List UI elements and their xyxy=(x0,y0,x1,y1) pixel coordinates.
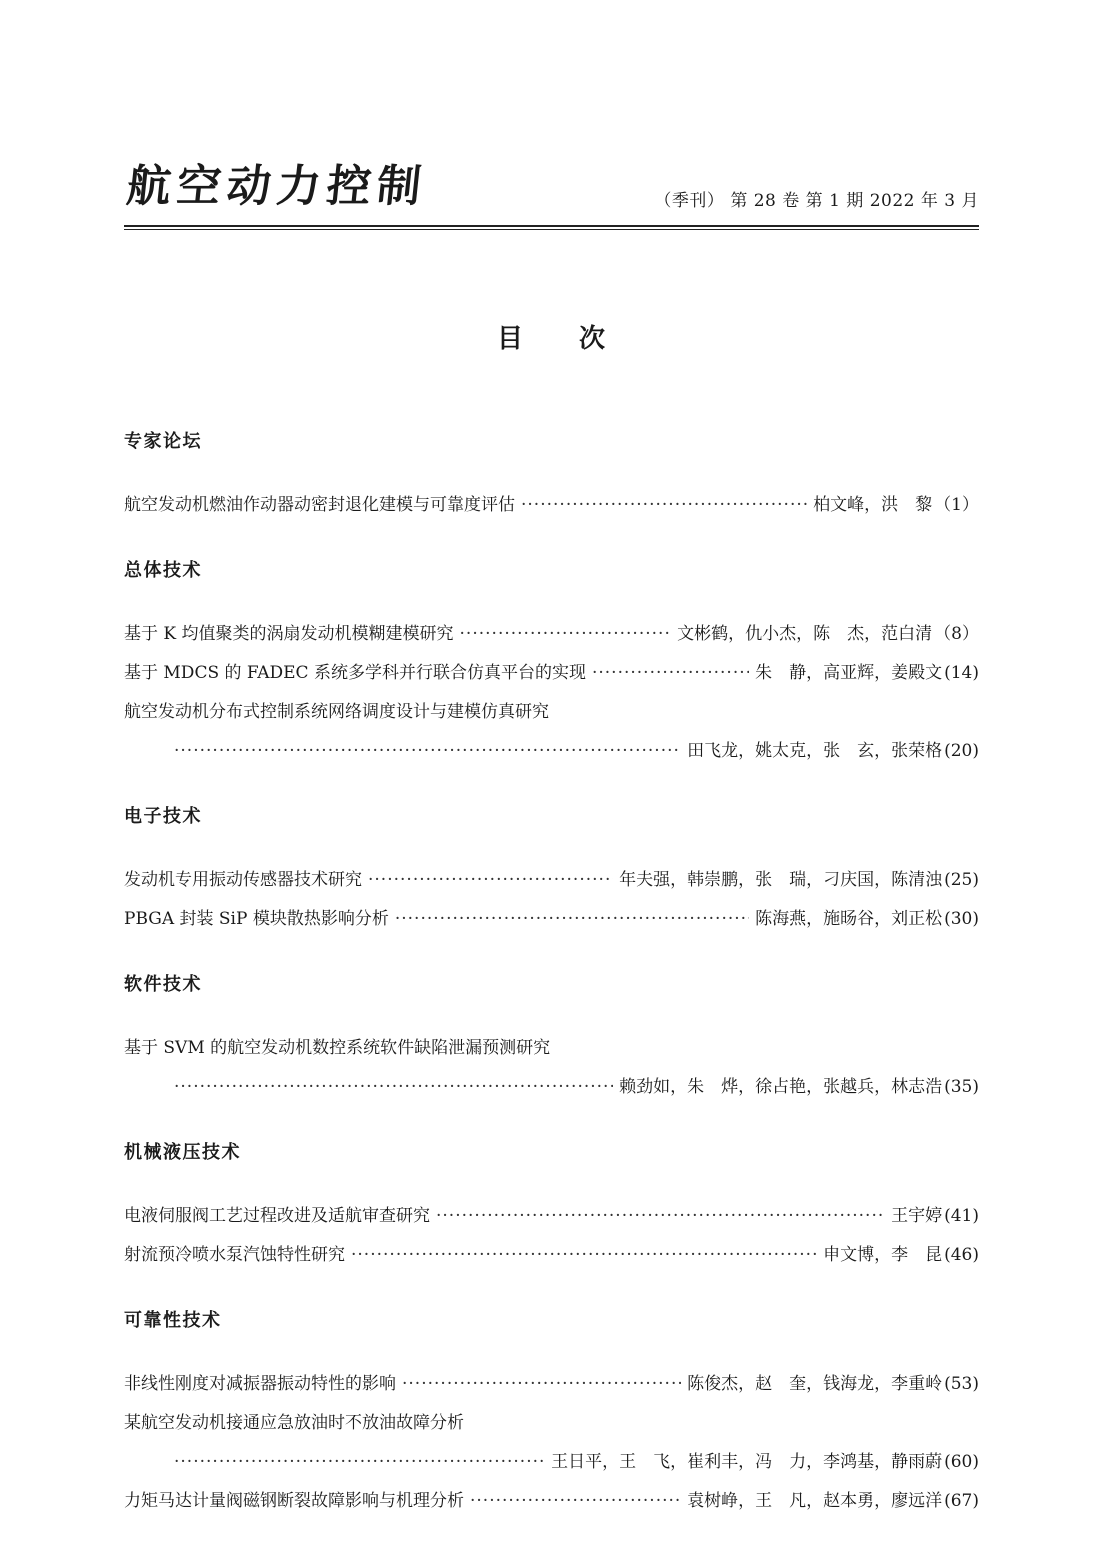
entry-authors: 陈海燕，施旸谷，刘正松 xyxy=(755,909,943,929)
entry-authors: 田飞龙，姚太克，张 玄，张荣格 xyxy=(687,741,943,761)
entry-authors: 朱 静，高亚辉，姜殿文 xyxy=(755,663,943,683)
leader-dots xyxy=(395,900,749,939)
leader-dots xyxy=(402,1365,681,1404)
toc-entry[interactable] xyxy=(124,615,979,654)
entry-page: (41) xyxy=(944,1206,979,1226)
leader-dots xyxy=(521,486,807,525)
toc-entry[interactable] xyxy=(124,900,979,939)
entry-authors: 文彬鹤，仇小杰，陈 杰，范白清 xyxy=(677,624,933,644)
issue-info: （季刊） 第 28 卷 第 1 期 2022 年 3 月 xyxy=(654,191,979,211)
toc-entry[interactable] xyxy=(124,1482,979,1521)
entry-page: (35) xyxy=(944,1077,979,1097)
entry-title[interactable]: 某航空发动机接通应急放油时不放油故障分析 xyxy=(124,1413,464,1433)
entry-page: (20) xyxy=(944,741,979,761)
toc-entry-continuation[interactable] xyxy=(124,1068,979,1107)
leader-dots xyxy=(368,861,613,900)
entry-authors: 柏文峰，洪 黎 xyxy=(813,495,933,515)
entry-page: (53) xyxy=(944,1374,979,1394)
entry-title: 力矩马达计量阀磁钢断裂故障影响与机理分析 xyxy=(124,1491,464,1511)
toc-title: 目次 xyxy=(496,324,661,354)
leader-dots xyxy=(470,1482,681,1521)
toc-entry[interactable] xyxy=(124,861,979,900)
entry-authors: 王宇婷 xyxy=(891,1206,943,1226)
section-heading: 软件技术 xyxy=(124,974,202,995)
entry-authors: 申文博，李 昆 xyxy=(823,1245,943,1265)
toc-entry[interactable] xyxy=(124,1236,979,1275)
leader-dots xyxy=(174,1068,613,1107)
section-heading: 专家论坛 xyxy=(124,431,202,452)
entry-authors: 王日平，王 飞，崔利丰，冯 力，李鸿基，静雨蔚 xyxy=(551,1452,943,1472)
header-rule-thick xyxy=(124,225,979,227)
leader-dots xyxy=(436,1197,885,1236)
toc-entry[interactable] xyxy=(124,486,979,525)
entry-title: 发动机专用振动传感器技术研究 xyxy=(124,870,362,890)
leader-dots xyxy=(174,732,681,771)
toc-entry[interactable] xyxy=(124,654,979,693)
entry-page: (46) xyxy=(944,1245,979,1265)
toc-content xyxy=(124,428,979,1521)
entry-title: 电液伺服阀工艺过程改进及适航审查研究 xyxy=(124,1206,430,1226)
header-rule-thin xyxy=(124,229,979,230)
entry-page: (25) xyxy=(944,870,979,890)
entry-title[interactable]: 基于 SVM 的航空发动机数控系统软件缺陷泄漏预测研究 xyxy=(124,1038,551,1058)
entry-page: (67) xyxy=(944,1491,979,1511)
leader-dots xyxy=(592,654,749,693)
toc-entry[interactable] xyxy=(124,1365,979,1404)
leader-dots xyxy=(351,1236,817,1275)
entry-title: 基于 K 均值聚类的涡扇发动机模糊建模研究 xyxy=(124,624,454,644)
toc-entry[interactable] xyxy=(124,1197,979,1236)
entry-title: 非线性刚度对减振器振动特性的影响 xyxy=(124,1374,396,1394)
section-heading: 可靠性技术 xyxy=(124,1310,222,1331)
entry-page: （8） xyxy=(934,624,979,644)
section-heading: 机械液压技术 xyxy=(124,1142,241,1163)
journal-header xyxy=(124,150,979,230)
entry-page: (60) xyxy=(944,1452,979,1472)
section-heading: 总体技术 xyxy=(124,560,202,581)
entry-page: (14) xyxy=(944,663,979,683)
entry-authors: 陈俊杰，赵 奎，钱海龙，李重岭 xyxy=(687,1374,943,1394)
journal-title: 航空动力控制 xyxy=(124,161,430,212)
entry-authors: 年夫强，韩崇鹏，张 瑞，刁庆国，陈清浊 xyxy=(619,870,943,890)
toc-entry-continuation[interactable] xyxy=(124,1443,979,1482)
entry-authors: 袁树峥，王 凡，赵本勇，廖远洋 xyxy=(687,1491,943,1511)
leader-dots xyxy=(460,615,672,654)
entry-authors: 赖劲如，朱 烨，徐占艳，张越兵，林志浩 xyxy=(619,1077,943,1097)
entry-title[interactable]: 航空发动机分布式控制系统网络调度设计与建模仿真研究 xyxy=(124,702,549,722)
section-heading: 电子技术 xyxy=(124,806,202,827)
entry-title: 射流预冷喷水泵汽蚀特性研究 xyxy=(124,1245,345,1265)
leader-dots xyxy=(174,1443,545,1482)
entry-page: (30) xyxy=(944,909,979,929)
entry-page: （1） xyxy=(934,495,979,515)
toc-entry-continuation[interactable] xyxy=(124,732,979,771)
entry-title: 基于 MDCS 的 FADEC 系统多学科并行联合仿真平台的实现 xyxy=(124,663,586,683)
entry-title: PBGA 封装 SiP 模块散热影响分析 xyxy=(124,909,389,929)
entry-title: 航空发动机燃油作动器动密封退化建模与可靠度评估 xyxy=(124,495,515,515)
